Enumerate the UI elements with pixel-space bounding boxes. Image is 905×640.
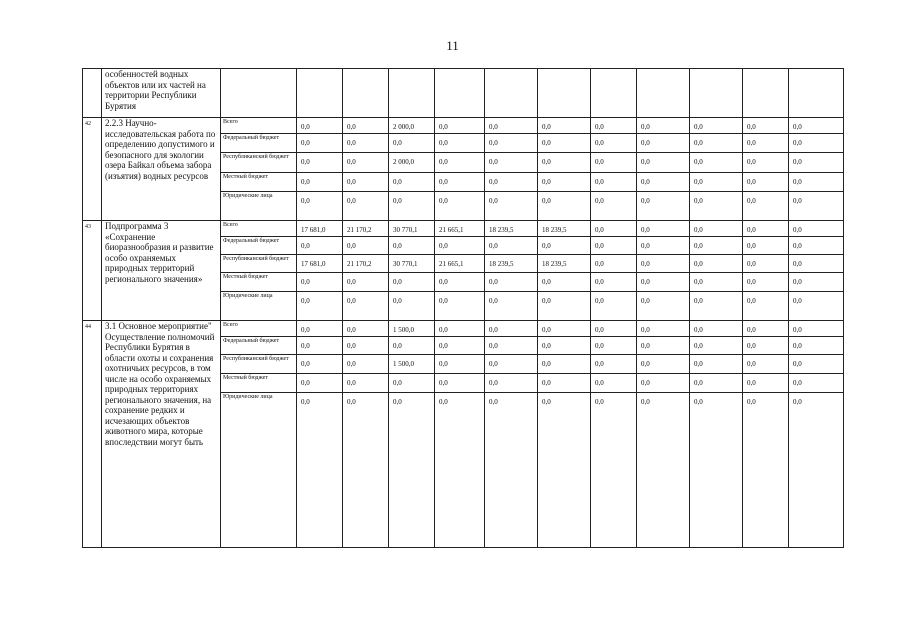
activity-name-cell: 2.2.3 Научно-исследовательская работа по определению допустимого и безопасного для экологии озера Байкал объема забора (изъятия) водных ресурсов <box>102 118 221 221</box>
value-cell: 0,0 <box>343 153 389 173</box>
value-cell: 0,0 <box>485 192 538 221</box>
value-cell: 0,0 <box>690 337 743 355</box>
row-number-cell <box>83 69 102 118</box>
value-cell: 0,0 <box>485 134 538 153</box>
value-cell: 0,0 <box>485 393 538 548</box>
value-cell: 0,0 <box>789 134 844 153</box>
value-cell: 0,0 <box>690 273 743 292</box>
value-cell: 0,0 <box>538 355 591 374</box>
value-cell: 0,0 <box>690 255 743 273</box>
value-cell: 0,0 <box>789 292 844 321</box>
activity-name-cell: 3.1 Основное мероприятие" Осуществление полномочий Республики Бурятия в области охоты и сохранения охотничьих ресурсов, в том числе на особо охраняемых природных территориях регионального значения, на сохранение редких и исчезающих объектов животного мира, которые впоследствии могут быть <box>102 321 221 548</box>
value-cell: 0,0 <box>538 118 591 134</box>
value-cell: 0,0 <box>343 292 389 321</box>
value-cell: 0,0 <box>343 321 389 337</box>
value-cell: 21 170,2 <box>343 255 389 273</box>
budget-table <box>82 68 844 548</box>
value-cell: 0,0 <box>297 374 343 393</box>
value-cell: 0,0 <box>591 153 637 173</box>
value-cell: 0,0 <box>789 321 844 337</box>
value-cell: 0,0 <box>591 292 637 321</box>
funding-source-cell: Юридические лица <box>221 393 297 548</box>
value-cell: 1 500,0 <box>389 321 435 337</box>
value-cell: 0,0 <box>389 292 435 321</box>
table-row-continuation <box>83 69 844 118</box>
value-cell: 0,0 <box>789 173 844 192</box>
value-cell: 0,0 <box>690 237 743 255</box>
funding-source-cell: Республиканский бюджет <box>221 153 297 173</box>
value-cell: 0,0 <box>485 374 538 393</box>
value-cell: 0,0 <box>297 173 343 192</box>
value-cell: 0,0 <box>637 321 690 337</box>
value-cell: 0,0 <box>538 292 591 321</box>
funding-source-cell: Юридические лица <box>221 192 297 221</box>
value-cell: 0,0 <box>690 221 743 237</box>
value-cell: 0,0 <box>637 134 690 153</box>
value-cell: 0,0 <box>690 292 743 321</box>
value-cell: 0,0 <box>743 337 789 355</box>
value-cell: 0,0 <box>637 255 690 273</box>
funding-source-cell: Федеральный бюджет <box>221 337 297 355</box>
value-cell: 0,0 <box>690 355 743 374</box>
value-cell: 0,0 <box>343 355 389 374</box>
value-cell: 0,0 <box>690 321 743 337</box>
value-cell: 0,0 <box>743 221 789 237</box>
value-cell <box>637 69 690 118</box>
value-cell: 0,0 <box>538 321 591 337</box>
value-cell: 0,0 <box>591 237 637 255</box>
value-cell: 0,0 <box>538 374 591 393</box>
value-cell: 0,0 <box>435 118 485 134</box>
value-cell: 0,0 <box>789 118 844 134</box>
value-cell: 0,0 <box>343 118 389 134</box>
value-cell: 0,0 <box>435 153 485 173</box>
funding-source-cell: Федеральный бюджет <box>221 237 297 255</box>
table-row <box>83 321 844 337</box>
value-cell: 0,0 <box>343 393 389 548</box>
value-cell: 0,0 <box>538 173 591 192</box>
value-cell: 0,0 <box>297 237 343 255</box>
value-cell <box>343 69 389 118</box>
value-cell <box>485 69 538 118</box>
value-cell: 0,0 <box>637 173 690 192</box>
value-cell: 0,0 <box>343 237 389 255</box>
value-cell: 0,0 <box>435 292 485 321</box>
value-cell: 0,0 <box>789 221 844 237</box>
value-cell: 0,0 <box>435 173 485 192</box>
value-cell: 0,0 <box>538 273 591 292</box>
value-cell: 0,0 <box>297 273 343 292</box>
value-cell: 0,0 <box>637 393 690 548</box>
value-cell: 21 665,1 <box>435 255 485 273</box>
value-cell: 0,0 <box>591 355 637 374</box>
value-cell: 0,0 <box>743 118 789 134</box>
value-cell: 0,0 <box>591 374 637 393</box>
value-cell: 1 500,0 <box>389 355 435 374</box>
value-cell: 0,0 <box>343 134 389 153</box>
value-cell <box>591 69 637 118</box>
value-cell: 0,0 <box>789 273 844 292</box>
value-cell: 0,0 <box>690 374 743 393</box>
value-cell: 18 239,5 <box>485 221 538 237</box>
funding-source-cell: Юридические лица <box>221 292 297 321</box>
value-cell: 0,0 <box>690 153 743 173</box>
value-cell: 21 170,2 <box>343 221 389 237</box>
value-cell: 0,0 <box>690 173 743 192</box>
page-number: 11 <box>446 38 459 53</box>
value-cell: 0,0 <box>743 273 789 292</box>
value-cell: 0,0 <box>485 337 538 355</box>
table-row <box>83 118 844 134</box>
value-cell: 0,0 <box>435 273 485 292</box>
value-cell: 0,0 <box>343 337 389 355</box>
value-cell: 0,0 <box>789 374 844 393</box>
value-cell: 0,0 <box>485 237 538 255</box>
value-cell: 0,0 <box>591 393 637 548</box>
value-cell: 0,0 <box>435 321 485 337</box>
value-cell: 0,0 <box>389 337 435 355</box>
value-cell <box>743 69 789 118</box>
value-cell: 0,0 <box>485 292 538 321</box>
funding-source-cell: Всего <box>221 321 297 337</box>
value-cell: 0,0 <box>690 118 743 134</box>
value-cell: 0,0 <box>743 134 789 153</box>
value-cell: 30 770,1 <box>389 221 435 237</box>
value-cell: 0,0 <box>637 237 690 255</box>
value-cell: 0,0 <box>343 173 389 192</box>
value-cell: 0,0 <box>591 321 637 337</box>
value-cell: 0,0 <box>343 192 389 221</box>
value-cell: 0,0 <box>789 192 844 221</box>
value-cell: 0,0 <box>389 273 435 292</box>
value-cell: 0,0 <box>538 134 591 153</box>
value-cell: 0,0 <box>297 321 343 337</box>
value-cell: 0,0 <box>637 153 690 173</box>
value-cell: 0,0 <box>591 173 637 192</box>
value-cell: 0,0 <box>297 337 343 355</box>
funding-source-cell: Всего <box>221 221 297 237</box>
value-cell: 0,0 <box>389 173 435 192</box>
value-cell: 0,0 <box>789 237 844 255</box>
value-cell <box>297 69 343 118</box>
value-cell: 0,0 <box>297 134 343 153</box>
value-cell: 0,0 <box>743 292 789 321</box>
value-cell: 18 239,5 <box>538 255 591 273</box>
value-cell: 0,0 <box>485 153 538 173</box>
value-cell <box>690 69 743 118</box>
value-cell: 30 770,1 <box>389 255 435 273</box>
value-cell: 0,0 <box>591 255 637 273</box>
value-cell: 0,0 <box>297 393 343 548</box>
value-cell <box>221 69 297 118</box>
value-cell: 0,0 <box>343 374 389 393</box>
funding-source-cell: Местный бюджет <box>221 173 297 192</box>
value-cell: 0,0 <box>789 153 844 173</box>
value-cell: 0,0 <box>297 118 343 134</box>
value-cell: 0,0 <box>690 192 743 221</box>
value-cell: 0,0 <box>538 393 591 548</box>
value-cell: 0,0 <box>743 173 789 192</box>
value-cell: 0,0 <box>343 273 389 292</box>
value-cell: 0,0 <box>485 273 538 292</box>
value-cell: 0,0 <box>743 192 789 221</box>
value-cell: 0,0 <box>789 255 844 273</box>
value-cell: 0,0 <box>435 192 485 221</box>
value-cell: 0,0 <box>485 355 538 374</box>
table-body <box>83 69 844 548</box>
value-cell: 0,0 <box>389 192 435 221</box>
row-number-cell: 44 <box>83 321 102 548</box>
value-cell: 0,0 <box>690 134 743 153</box>
value-cell: 0,0 <box>485 118 538 134</box>
funding-source-cell: Республиканский бюджет <box>221 255 297 273</box>
value-cell: 0,0 <box>297 192 343 221</box>
value-cell: 0,0 <box>435 237 485 255</box>
value-cell: 0,0 <box>591 134 637 153</box>
value-cell <box>789 69 844 118</box>
value-cell: 0,0 <box>591 221 637 237</box>
value-cell: 0,0 <box>435 134 485 153</box>
value-cell: 0,0 <box>743 255 789 273</box>
value-cell: 0,0 <box>789 393 844 548</box>
value-cell: 0,0 <box>389 374 435 393</box>
value-cell: 0,0 <box>637 221 690 237</box>
value-cell: 0,0 <box>485 173 538 192</box>
funding-source-cell: Местный бюджет <box>221 374 297 393</box>
value-cell: 0,0 <box>789 355 844 374</box>
value-cell: 0,0 <box>591 118 637 134</box>
funding-source-cell: Местный бюджет <box>221 273 297 292</box>
value-cell: 18 239,5 <box>538 221 591 237</box>
value-cell: 0,0 <box>435 337 485 355</box>
value-cell: 2 000,0 <box>389 118 435 134</box>
value-cell: 21 665,1 <box>435 221 485 237</box>
value-cell: 0,0 <box>637 355 690 374</box>
activity-name-cell: Подпрограмма 3 «Сохранение биоразнообразия и развитие особо охраняемых природных территорий регионального значения» <box>102 221 221 321</box>
value-cell: 0,0 <box>637 292 690 321</box>
value-cell <box>389 69 435 118</box>
value-cell: 0,0 <box>435 374 485 393</box>
value-cell: 0,0 <box>435 355 485 374</box>
value-cell: 0,0 <box>297 355 343 374</box>
value-cell: 0,0 <box>591 192 637 221</box>
value-cell: 0,0 <box>485 321 538 337</box>
funding-source-cell: Республиканский бюджет <box>221 355 297 374</box>
value-cell: 0,0 <box>637 192 690 221</box>
value-cell: 0,0 <box>690 393 743 548</box>
value-cell: 0,0 <box>435 393 485 548</box>
value-cell: 0,0 <box>389 237 435 255</box>
value-cell: 0,0 <box>743 153 789 173</box>
row-number-cell: 43 <box>83 221 102 321</box>
value-cell: 0,0 <box>743 321 789 337</box>
value-cell: 0,0 <box>538 153 591 173</box>
funding-source-cell: Федеральный бюджет <box>221 134 297 153</box>
value-cell: 0,0 <box>389 393 435 548</box>
value-cell: 0,0 <box>743 237 789 255</box>
value-cell: 0,0 <box>637 118 690 134</box>
value-cell: 0,0 <box>637 337 690 355</box>
value-cell <box>435 69 485 118</box>
value-cell: 0,0 <box>538 237 591 255</box>
value-cell: 18 239,5 <box>485 255 538 273</box>
value-cell: 0,0 <box>591 273 637 292</box>
value-cell: 0,0 <box>591 337 637 355</box>
value-cell: 0,0 <box>538 192 591 221</box>
value-cell: 0,0 <box>538 337 591 355</box>
funding-source-cell: Всего <box>221 118 297 134</box>
value-cell: 0,0 <box>637 374 690 393</box>
table-row <box>83 221 844 237</box>
value-cell: 0,0 <box>297 292 343 321</box>
value-cell: 17 681,0 <box>297 255 343 273</box>
value-cell: 0,0 <box>297 153 343 173</box>
value-cell: 0,0 <box>789 337 844 355</box>
value-cell: 0,0 <box>743 393 789 548</box>
value-cell: 0,0 <box>743 374 789 393</box>
value-cell: 0,0 <box>637 273 690 292</box>
value-cell: 17 681,0 <box>297 221 343 237</box>
value-cell: 0,0 <box>389 134 435 153</box>
value-cell <box>538 69 591 118</box>
row-number-cell: 42 <box>83 118 102 221</box>
activity-name-cell: особенностей водных объектов или их частей на территории Республики Бурятия <box>102 69 221 118</box>
value-cell: 0,0 <box>743 355 789 374</box>
value-cell: 2 000,0 <box>389 153 435 173</box>
